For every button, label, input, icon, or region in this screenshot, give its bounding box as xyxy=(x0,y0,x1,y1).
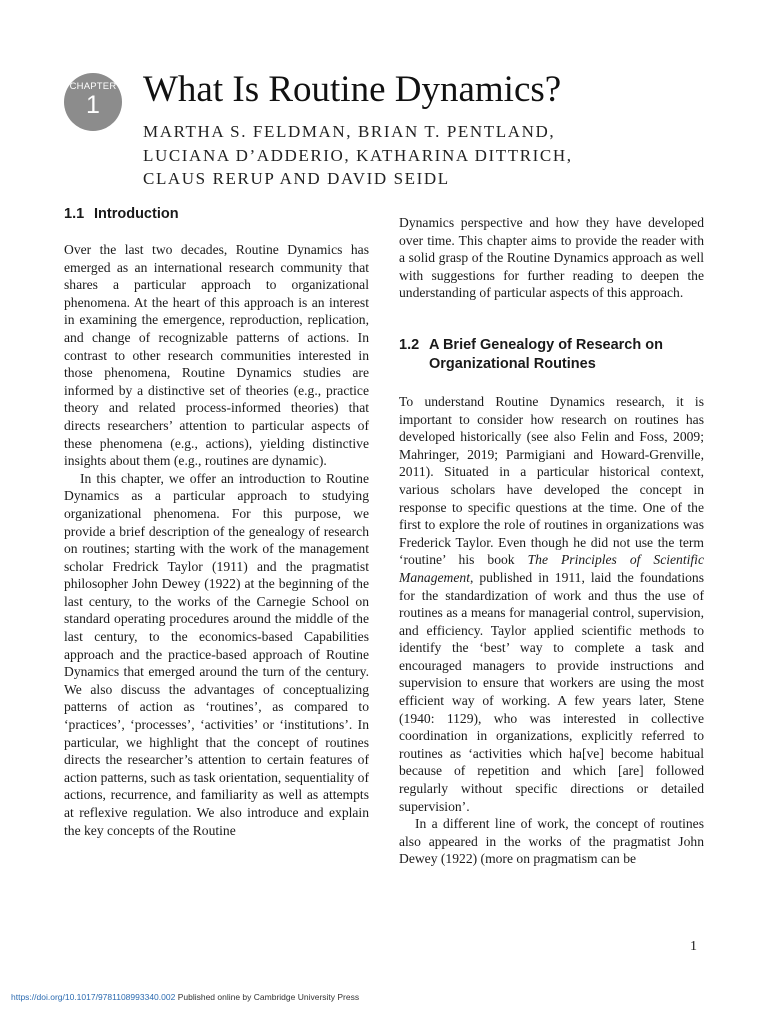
published-note: Published online by Cambridge University Press xyxy=(175,992,360,1002)
book-title: The Principles of Scientific Management xyxy=(399,552,704,585)
chapter-title: What Is Routine Dynamics? xyxy=(143,69,562,110)
section-heading-introduction xyxy=(64,205,369,224)
footer xyxy=(11,992,359,1002)
author-line: CLAUS RERUP AND DAVID SEIDL xyxy=(143,169,450,188)
paragraph: Over the last two decades, Routine Dynamics has emerged as an international research community that shares a particular approach to organizational phenomena. At the heart of this approach is an interest in examining the emergence, reproduction, replication, and change of recognizable patterns of actions. In contrast to other research communities interested in those phenomena, Routine Dynamics studies are informed by a distinctive set of theories (e.g., practice theory and related process-informed theories) that directs researchers’ attention to particular aspects of these phenomena (e.g., actions), yielding distinctive insights about them (e.g., routines are dynamic). xyxy=(64,242,369,469)
author-line: MARTHA S. FELDMAN, BRIAN T. PENTLAND, xyxy=(143,122,556,141)
author-line: LUCIANA D’ADDERIO, KATHARINA DITTRICH, xyxy=(143,145,573,165)
section-number: 1.1 xyxy=(64,206,85,222)
right-column xyxy=(399,205,704,868)
section-number: 1.2 xyxy=(399,336,420,353)
author-list xyxy=(143,120,703,191)
chapter-badge xyxy=(64,73,122,131)
section-title-continued: Organizational Routines xyxy=(429,355,596,372)
left-column xyxy=(64,205,369,839)
section-title: Introduction xyxy=(94,206,179,222)
paragraph: In a different line of work, the concept of routines also appeared in the works of the pragmatist John Dewey (1922) (more on pragmatism can be xyxy=(399,816,704,867)
paragraph: In this chapter, we offer an introduction to Routine Dynamics as a particular approach to studying organizational phenomena. For this purpose, we provide a brief description of the genealogy of research on routines; starting with the work of the management scholar Fredrick Taylor (1911) and the pragmatist philosopher John Dewey (1922) at the beginning of the last century, to the works of the Carnegie School on standard operating procedures around the middle of the last century, to the economics-based Capabilities approach and the practice-based approach of Routine Dynamics that emerged around the turn of the century. We also discuss the advantages of conceptualizing patterns of action as ‘routines’, as compared to ‘practices’, ‘processes’, ‘activities’ or ‘institutions’. In particular, we highlight that the concept of routines directs the researcher’s attention to certain features of action patterns, such as task orientation, sequentiality of actions, recurrence, and familiarity as well as attempts at reflexive regulation. We also introduce and explain the key concepts of the Routine xyxy=(64,470,369,838)
paragraph-text: To understand Routine Dynamics research, it is important to consider how research on routines has developed historically (see also Felin and Foss, 2009; Mahringer, 2019; Parmigiani and Howard-Grenville, 2011). Situated in a particular historical context, various scholars have developed the concept in response to specific questions at the time. One of the first to explore the role of routines in organizations was Frederick Taylor. Even though he did not use the term ‘routine’ his book xyxy=(399,393,704,568)
chapter-label: CHAPTER xyxy=(69,81,117,92)
doi-link[interactable]: https://doi.org/10.1017/9781108993340.002 xyxy=(11,992,176,1002)
paragraph xyxy=(399,393,704,815)
paragraph: Dynamics perspective and how they have developed over time. This chapter aims to provide the reader with a solid grasp of the Routine Dynamics approach as well with suggestions for further reading to deepen the understanding of particular aspects of this approach. xyxy=(399,215,704,301)
paragraph-text: , published in 1911, laid the foundations for the standardization of work and thus the use of routines as a means for managerial control, supervision, and efficiency. Taylor applied scientific methods to identify the ‘best’ way to complete a task and encouraged managers to provide instructions and supervision to ensure that workers are using the most efficient way of working. A few years later, Stene (1940: 1129), who was interested in collective coordination in organizations, explicitly referred to routines as ‘activities which ha[ve] become habitual because of repetition and which [are] followed regularly without specific directions or detailed supervision’. xyxy=(399,569,704,814)
page-number: 1 xyxy=(690,939,697,954)
section-heading-genealogy xyxy=(399,336,704,374)
chapter-number: 1 xyxy=(86,91,100,119)
section-title: A Brief Genealogy of Research on xyxy=(429,336,663,353)
